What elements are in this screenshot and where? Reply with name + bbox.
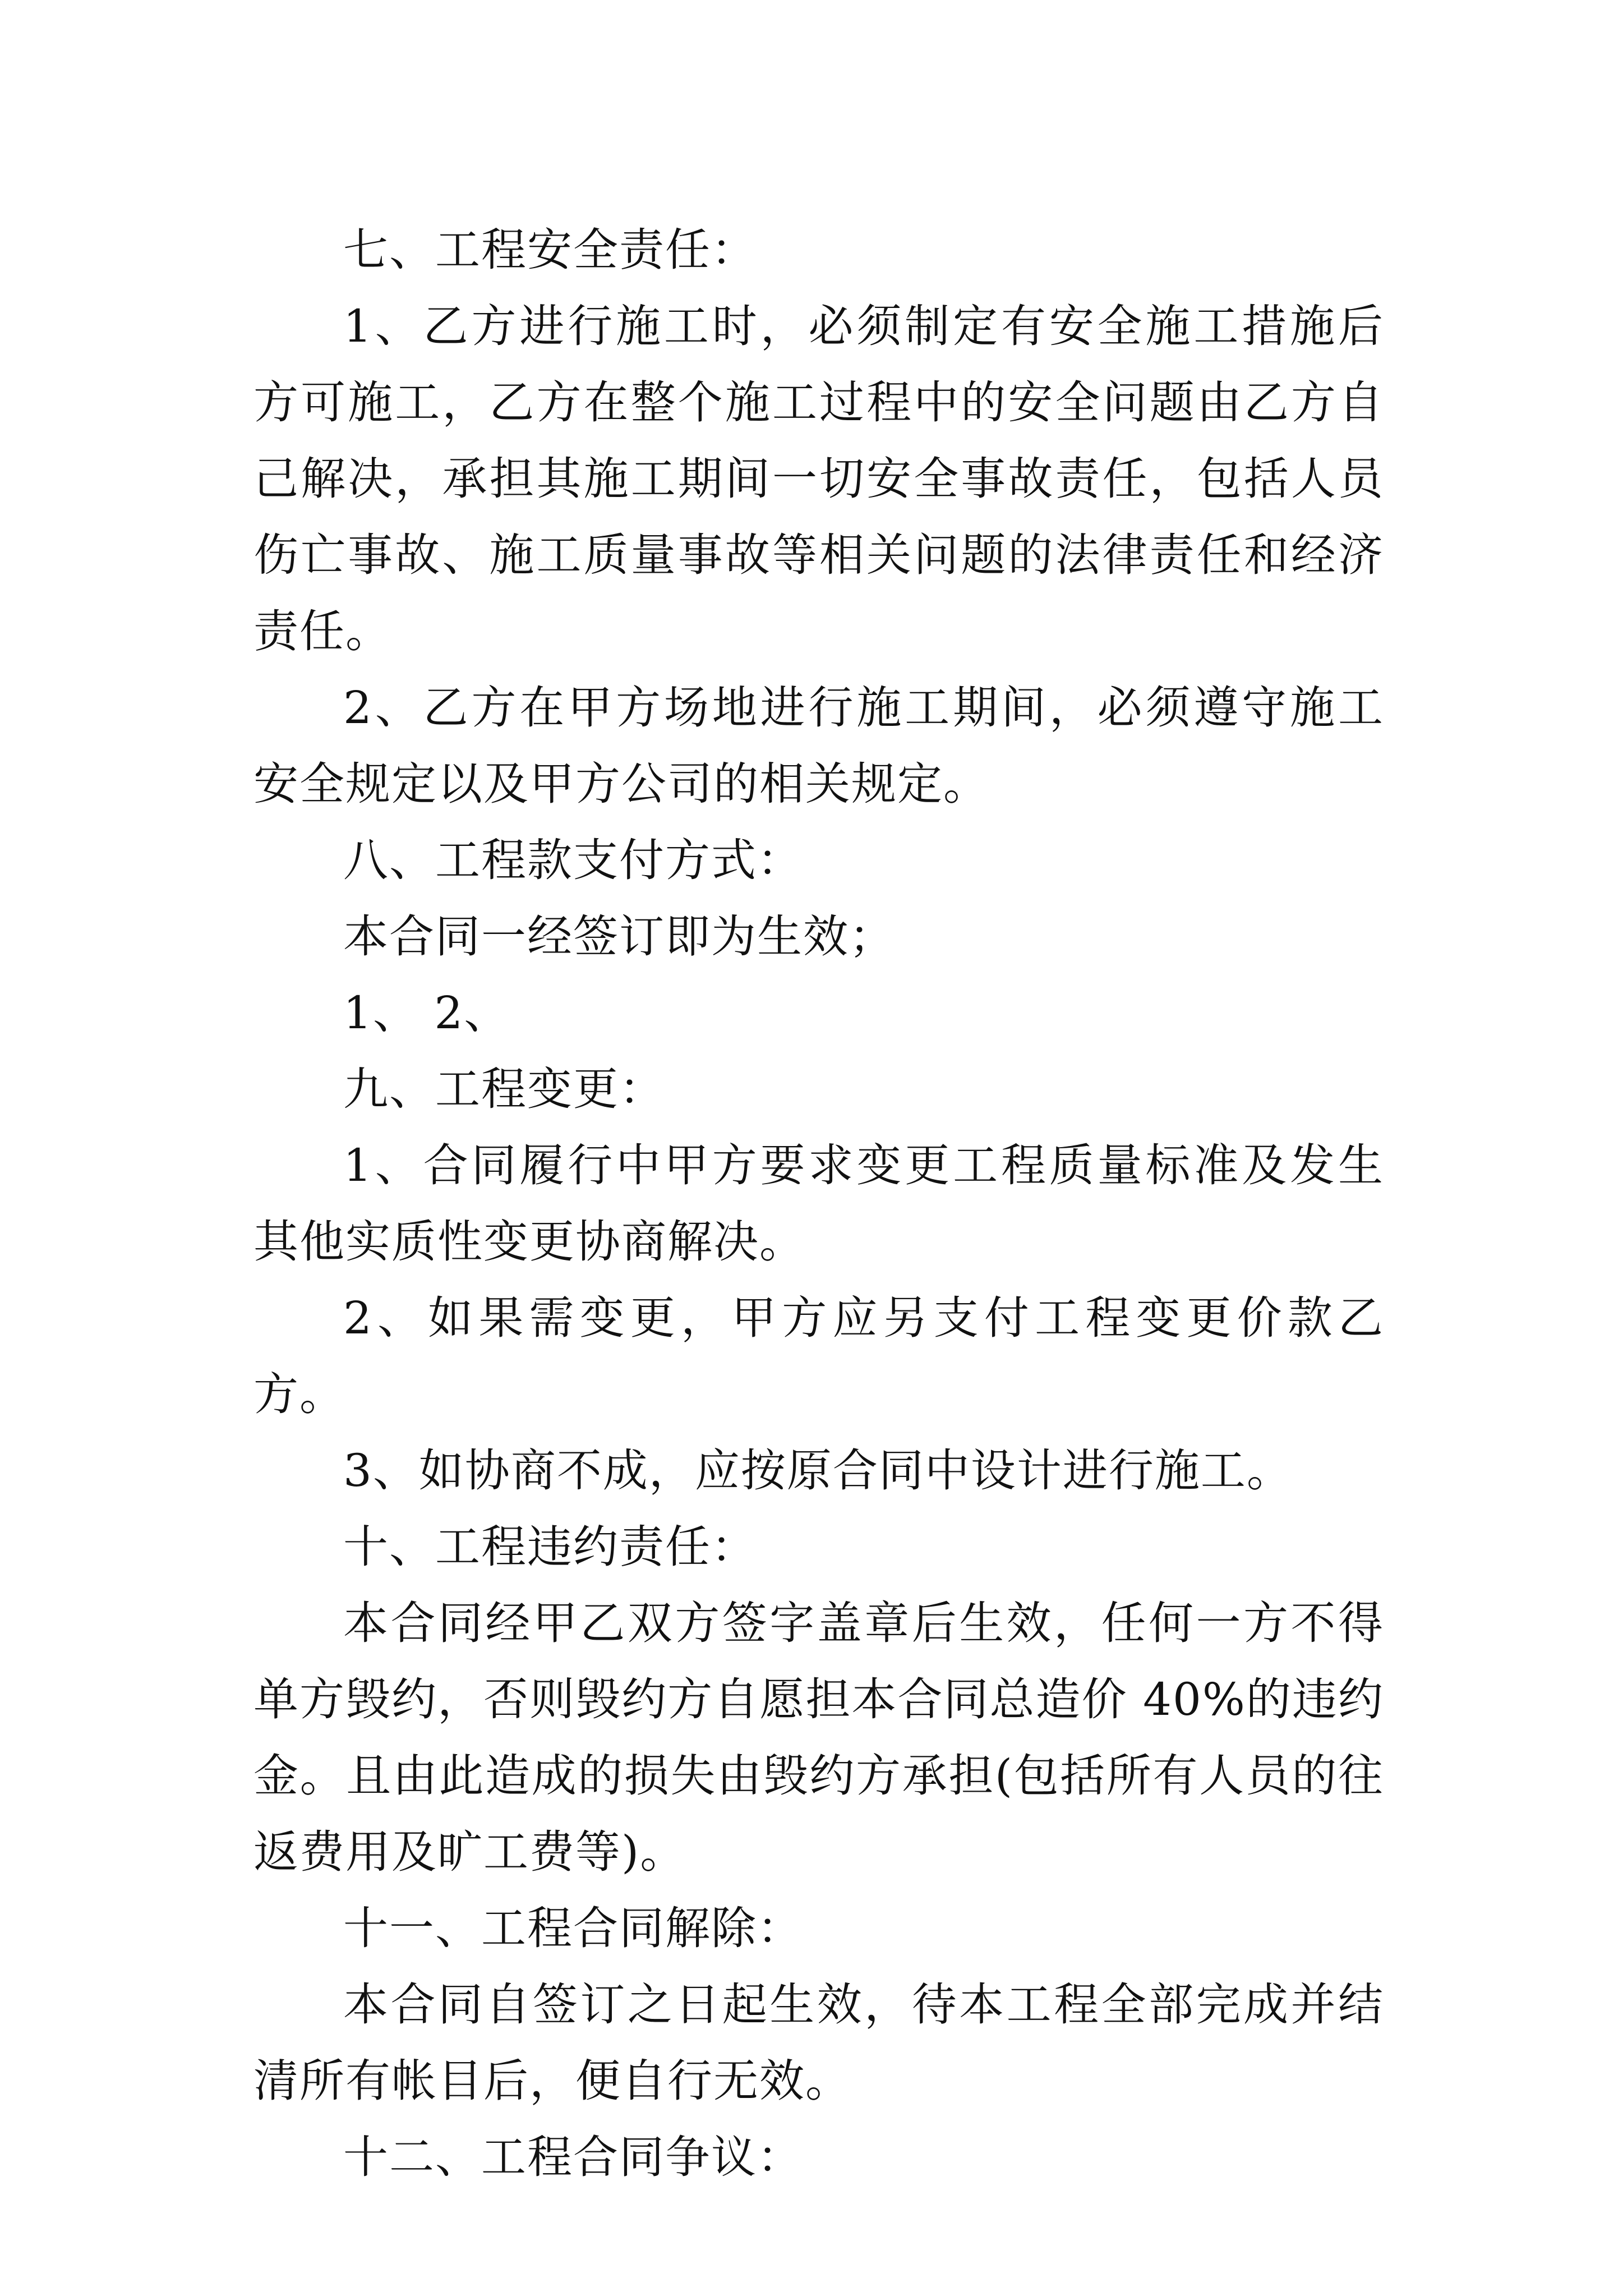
section-heading-breach: 十、工程违约责任： [343, 1521, 757, 1573]
paragraph-breach: 本合同经甲乙双方签字盖章后生效，任何一方不得单方毁约，否则毁约方自愿担本合同总造价 40%的违约金。且由此造成的损失由毁约方承担(包括所有人员的往返费用及旷工费等)。 [253, 1597, 1384, 1878]
paragraph-change-3: 3、如协商不成，应按原合同中设计进行施工。 [343, 1444, 1293, 1497]
paragraph-safety-2: 2、乙方在甲方场地进行施工期间，必须遵守施工安全规定以及甲方公司的相关规定。 [253, 682, 1384, 810]
paragraph-change-2: 2、如果需变更，甲方应另支付工程变更价款乙方。 [253, 1292, 1384, 1420]
section-heading-change: 九、工程变更： [343, 1063, 665, 1115]
section-heading-payment: 八、工程款支付方式： [343, 834, 803, 886]
paragraph-safety-1: 1、乙方进行施工时，必须制定有安全施工措施后方可施工，乙方在整个施工过程中的安全问题由乙方自己解决，承担其施工期间一切安全事故责任，包括人员伤亡事故、施工质量事故等相关问题的法律责任和经济责任。 [253, 300, 1384, 657]
paragraph-change-1: 1、合同履行中甲方要求变更工程质量标准及发生其他实质性变更协商解决。 [253, 1139, 1384, 1268]
paragraph-payment-effective: 本合同一经签订即为生效； [343, 910, 895, 963]
section-heading-dispute: 十二、工程合同争议： [343, 2131, 803, 2183]
section-heading-termination: 十一、工程合同解除： [343, 1902, 803, 1954]
paragraph-payment-items: 1、 2、 [343, 987, 510, 1039]
section-heading-safety: 七、工程安全责任： [343, 224, 757, 276]
document-body [253, 212, 1384, 2196]
paragraph-termination: 本合同自签订之日起生效，待本工程全部完成并结清所有帐目后，便自行无效。 [253, 1978, 1384, 2107]
